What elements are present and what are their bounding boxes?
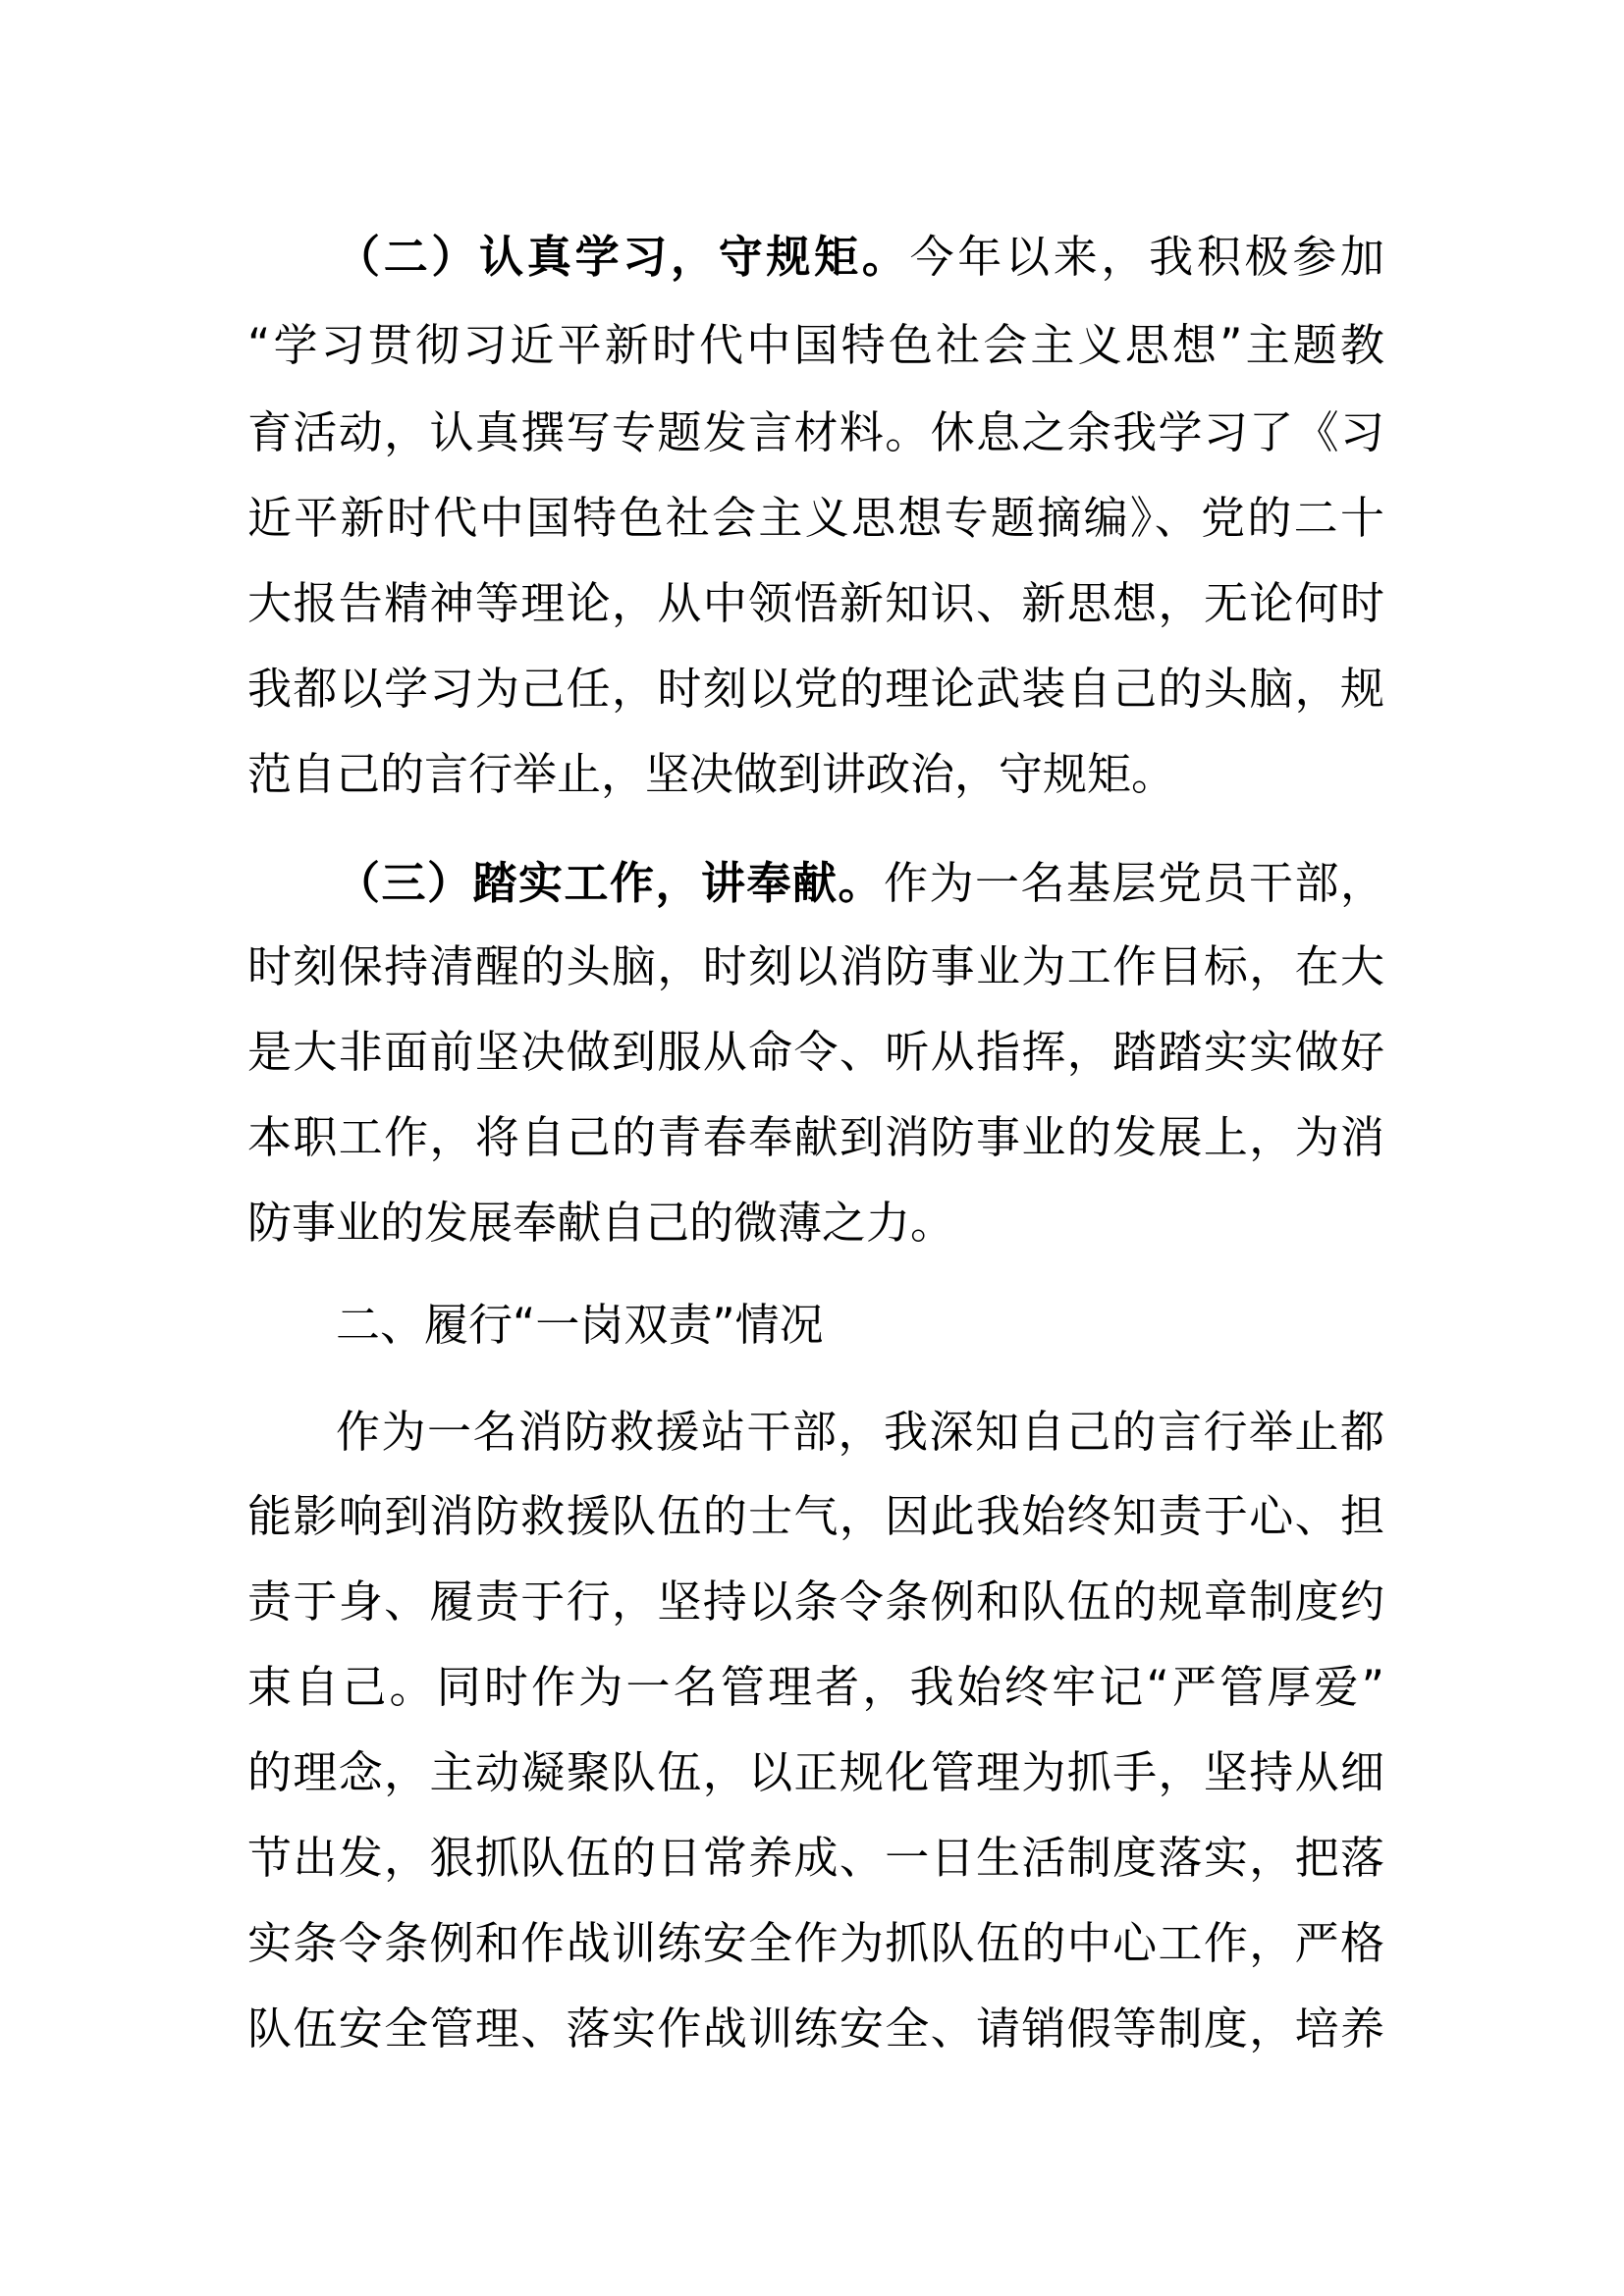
- paragraph-text: 今年以来，我积极参加: [909, 231, 1384, 283]
- section-heading: （三）踏实工作，讲奉献。: [336, 857, 884, 909]
- paragraph-line: 我都以学习为己任，时刻以党的理论武装自己的头脑，规: [247, 663, 1384, 715]
- section-title: 二、履行“一岗双责”情况: [336, 1299, 824, 1351]
- paragraph-line: 队伍安全管理、落实作战训练安全、请销假等制度，培养: [247, 2002, 1384, 2055]
- paragraph-line: 本职工作，将自己的青春奉献到消防事业的发展上，为消: [247, 1111, 1384, 1163]
- paragraph-line: 能影响到消防救援队伍的士气，因此我始终知责于心、担: [247, 1490, 1384, 1542]
- paragraph-line: 近平新时代中国特色社会主义思想专题摘编》、党的二十: [247, 492, 1384, 544]
- paragraph-line: 防事业的发展奉献自己的微薄之力。: [247, 1197, 955, 1249]
- paragraph-line: [336, 854, 1384, 913]
- paragraph-line: 作为一名消防救援站干部，我深知自己的言行举止都: [336, 1406, 1384, 1458]
- paragraph-line: 责于身、履责于行，坚持以条令条例和队伍的规章制度约: [247, 1575, 1384, 1628]
- paragraph-line: 是大非面前坚决做到服从命令、听从指挥，踏踏实实做好: [247, 1026, 1384, 1078]
- paragraph-line: 大报告精神等理论，从中领悟新知识、新思想，无论何时: [247, 577, 1384, 629]
- paragraph-line: 育活动，认真撰写专题发言材料。休息之余我学习了《习: [247, 406, 1384, 458]
- paragraph-line: [336, 228, 1384, 287]
- paragraph-line: 时刻保持清醒的头脑，时刻以消防事业为工作目标，在大: [247, 940, 1384, 992]
- paragraph-line: 束自己。同时作为一名管理者，我始终牢记“严管厚爱”: [247, 1661, 1384, 1713]
- paragraph-text: 作为一名基层党员干部，: [883, 857, 1384, 909]
- paragraph-line: “学习贯彻习近平新时代中国特色社会主义思想”主题教: [247, 319, 1384, 371]
- paragraph-line: 范自己的言行举止，坚决做到讲政治，守规矩。: [247, 748, 1176, 800]
- paragraph-line: 的理念，主动凝聚队伍，以正规化管理为抓手，坚持从细: [247, 1746, 1384, 1798]
- paragraph-line: 实条令条例和作战训练安全作为抓队伍的中心工作，严格: [247, 1917, 1384, 1969]
- section-heading: （二）认真学习，守规矩。: [336, 231, 910, 283]
- paragraph-line: 节出发，狠抓队伍的日常养成、一日生活制度落实，把落: [247, 1832, 1384, 1884]
